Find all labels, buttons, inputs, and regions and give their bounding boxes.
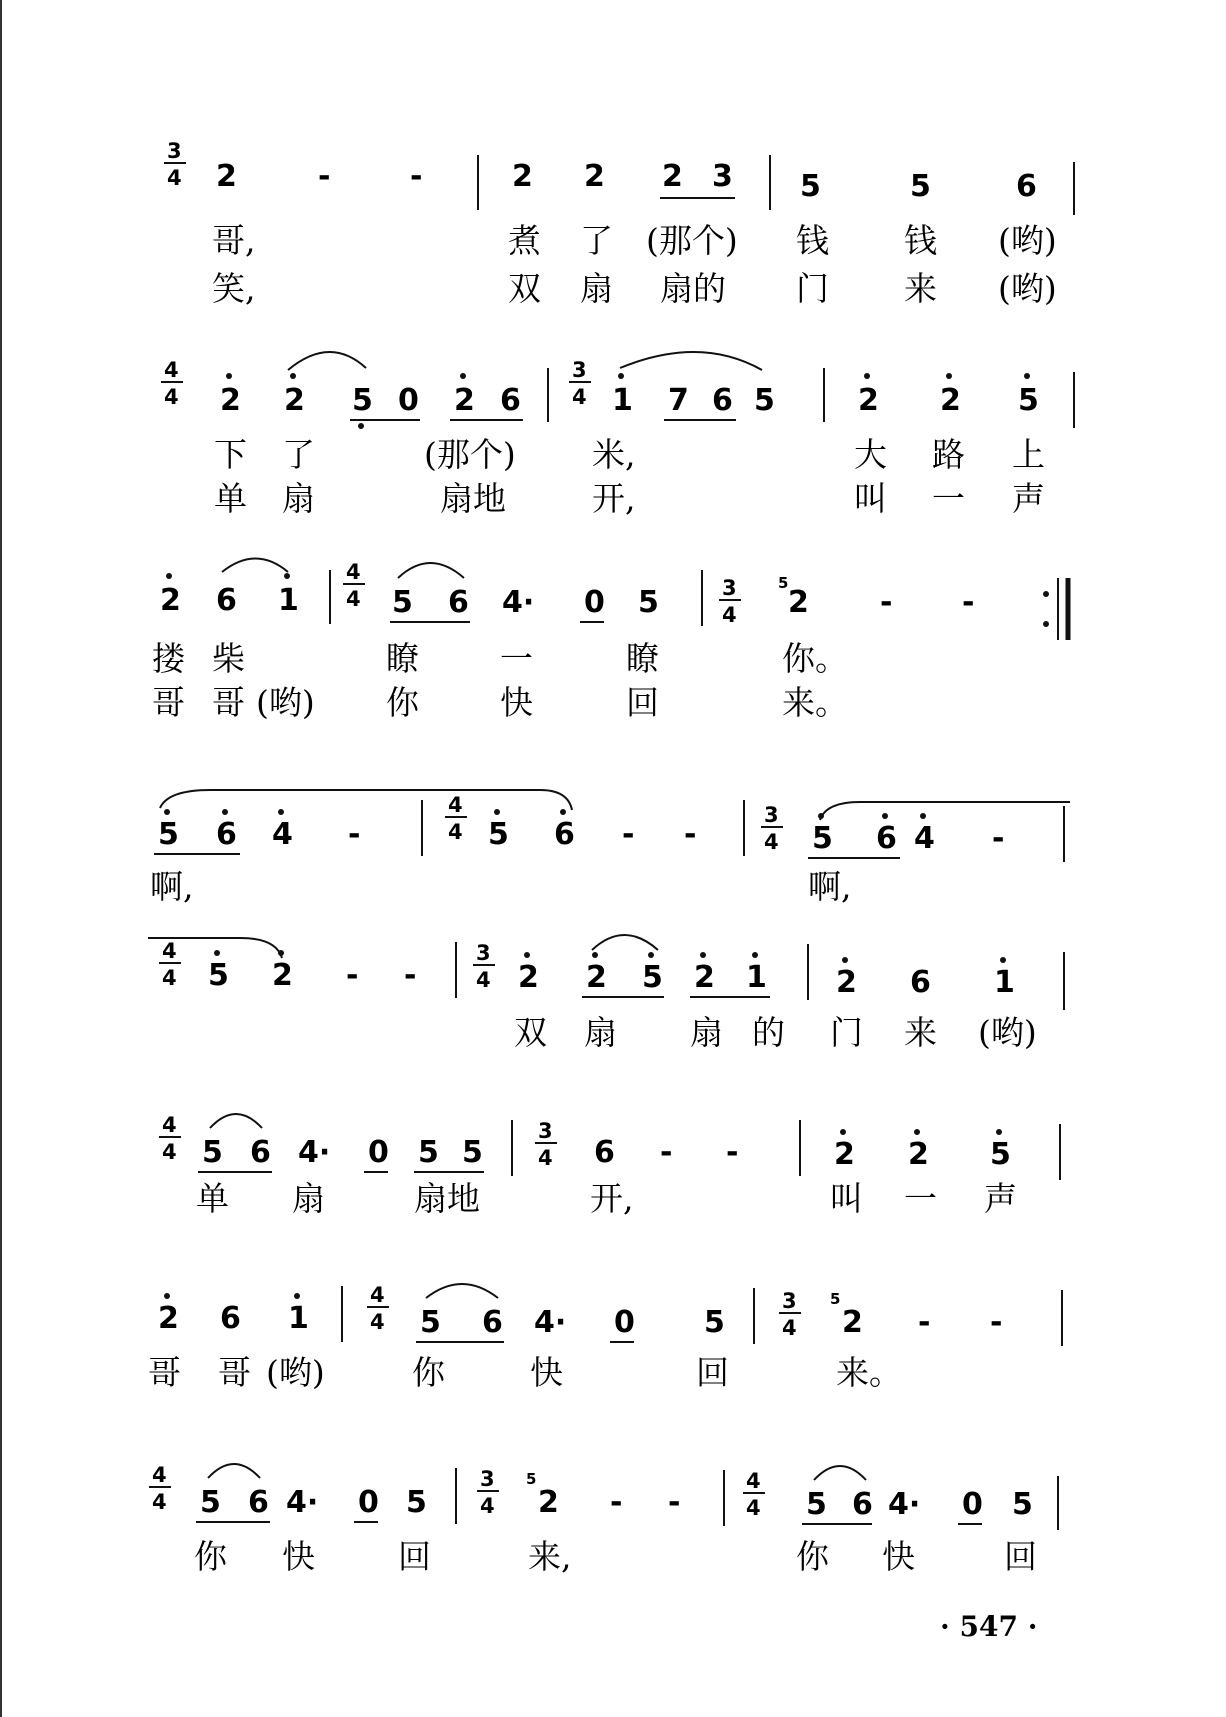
note: 5: [638, 585, 659, 620]
time-signature-4-4: [367, 1283, 389, 1334]
high-dot: [290, 373, 296, 379]
lyric: 回: [696, 1353, 729, 1392]
note: 2: [584, 159, 605, 194]
high-dot: [166, 573, 172, 579]
dash: -: [318, 159, 331, 194]
dash: -: [962, 585, 975, 620]
grace-note: 5: [778, 574, 789, 592]
high-dot: [226, 373, 232, 379]
lyric: 叫: [854, 479, 887, 518]
dash: -: [992, 821, 1005, 856]
note: 2: [454, 383, 475, 418]
note: 6: [448, 585, 469, 620]
lyric: 哥: [218, 1353, 251, 1392]
repeat-end-barline: [1043, 578, 1068, 640]
lyric: (哟): [256, 683, 315, 722]
note: 2: [160, 583, 181, 618]
lyric: 一: [904, 1179, 937, 1218]
lyric: 你。: [782, 639, 848, 678]
svg-text:4: 4: [448, 820, 463, 844]
dash: -: [660, 1135, 673, 1170]
high-dot: [842, 957, 848, 963]
note: 5: [200, 1485, 221, 1520]
lyric: 哥: [148, 1353, 181, 1392]
time-signature-4-4: [161, 358, 183, 409]
lyric: 双: [508, 269, 541, 308]
lyric: 扇地: [440, 479, 506, 518]
lyric: 瞭: [386, 639, 419, 678]
lyric: 钱: [904, 221, 937, 260]
note: 2: [216, 159, 237, 194]
lyric: 双: [514, 1013, 547, 1052]
system-3: [152, 559, 1068, 723]
lyric: 的: [752, 1013, 785, 1052]
note: 5: [812, 821, 833, 856]
svg-text:3: 3: [782, 1289, 797, 1313]
note: 5: [202, 1135, 223, 1170]
note: 6: [500, 383, 521, 418]
note: 5: [990, 1137, 1011, 1172]
high-dot: [222, 809, 228, 815]
note: 5: [642, 960, 663, 995]
note: 0: [614, 1305, 635, 1340]
note: 5: [1012, 1487, 1033, 1522]
high-dot: [278, 809, 284, 815]
lyric: (哟): [998, 269, 1057, 308]
svg-text:4: 4: [572, 385, 587, 409]
time-signature-4-4: [743, 1469, 765, 1520]
lyric: 了: [282, 435, 315, 474]
lyric: 扇: [580, 269, 613, 308]
svg-text:4: 4: [162, 939, 177, 963]
svg-text:4: 4: [746, 1496, 761, 1520]
high-dot: [864, 373, 870, 379]
lyric: 回: [1004, 1537, 1037, 1576]
note: 7: [668, 383, 689, 418]
lyric: 一: [500, 639, 533, 678]
high-dot: [700, 952, 706, 958]
note: 5: [806, 1487, 827, 1522]
svg-text:4: 4: [162, 1113, 177, 1137]
slur: [820, 802, 1070, 820]
svg-text:4: 4: [782, 1316, 797, 1340]
slur: [160, 790, 572, 810]
lyric: 回: [398, 1537, 431, 1576]
note: 2: [836, 965, 857, 1000]
high-dot: [996, 1129, 1002, 1135]
note: 5: [910, 169, 931, 204]
slur: [398, 563, 464, 578]
note: 2: [834, 1137, 855, 1172]
dash: -: [684, 817, 697, 852]
note: 0: [368, 1135, 389, 1170]
page-number: · 547 ·: [940, 1610, 1038, 1643]
time-signature-4-4: [445, 793, 467, 844]
time-signature-3-4: [569, 358, 591, 409]
lyric: 你: [412, 1353, 445, 1392]
dash: -: [410, 159, 423, 194]
note: 5: [418, 1135, 439, 1170]
svg-text:4: 4: [164, 385, 179, 409]
note: 2: [272, 958, 293, 993]
svg-text:3: 3: [476, 941, 491, 965]
high-dot: [1024, 373, 1030, 379]
slur: [814, 1466, 866, 1480]
lyric: 米,: [592, 435, 636, 474]
svg-text:4: 4: [370, 1310, 385, 1334]
svg-text:4: 4: [162, 1140, 177, 1164]
lyric: 你: [796, 1537, 829, 1576]
lyric: 来: [904, 1013, 937, 1052]
svg-text:3: 3: [722, 576, 737, 600]
note: 4·: [888, 1487, 921, 1522]
note: 5: [754, 383, 775, 418]
high-dot: [920, 813, 926, 819]
lyric: 钱: [796, 221, 829, 260]
high-dot: [946, 373, 952, 379]
lyric: 下: [214, 435, 247, 474]
note: 4: [272, 817, 293, 852]
time-signature-4-4: [149, 1463, 171, 1514]
lyric: 回: [626, 683, 659, 722]
note: 2: [586, 960, 607, 995]
note: 2: [858, 383, 879, 418]
note: 1: [288, 1301, 309, 1336]
note: 5: [208, 958, 229, 993]
svg-text:4: 4: [370, 1283, 385, 1307]
slur: [222, 559, 288, 573]
note: 5: [392, 585, 413, 620]
svg-text:4: 4: [167, 166, 182, 190]
note: 6: [248, 1485, 269, 1520]
note: 5: [1018, 383, 1039, 418]
note: 4: [914, 821, 935, 856]
dash: -: [346, 958, 359, 993]
svg-text:4: 4: [346, 560, 361, 584]
svg-text:4: 4: [346, 587, 361, 611]
time-signature-3-4: [164, 139, 186, 190]
note: 5: [158, 817, 179, 852]
note: 6: [852, 1487, 873, 1522]
lyric: 单: [196, 1179, 229, 1218]
svg-text:4: 4: [476, 968, 491, 992]
lyric: 开,: [590, 1179, 634, 1218]
note: 2: [158, 1301, 179, 1336]
svg-text:3: 3: [167, 139, 182, 163]
slur: [426, 1284, 498, 1298]
time-signature-3-4: [535, 1119, 557, 1170]
note: 2: [518, 960, 539, 995]
svg-text:4: 4: [722, 603, 737, 627]
system-8: [149, 1463, 1058, 1576]
dash: -: [918, 1305, 931, 1340]
lyric: 门: [796, 269, 829, 308]
lyric: 扇的: [660, 269, 726, 308]
lyric: 哥,: [212, 221, 256, 260]
high-dot: [284, 573, 290, 579]
slur: [210, 1114, 262, 1128]
note: 4·: [534, 1305, 567, 1340]
lyric: (哟): [978, 1013, 1037, 1052]
high-dot: [460, 373, 466, 379]
time-signature-3-4: [761, 803, 783, 854]
lyric: 哥: [212, 683, 245, 722]
svg-text:4: 4: [746, 1469, 761, 1493]
grace-note: 5: [830, 1290, 841, 1308]
high-dot: [560, 809, 566, 815]
svg-text:4: 4: [448, 793, 463, 817]
note: 2: [940, 383, 961, 418]
note: 4·: [502, 585, 535, 620]
lyric: 来。: [836, 1353, 902, 1392]
system-1: [164, 139, 1074, 308]
note: 5: [704, 1305, 725, 1340]
note: 5: [352, 383, 373, 418]
note: 1: [994, 965, 1015, 1000]
high-dot: [618, 373, 624, 379]
lyric: 哥: [152, 683, 185, 722]
dash: -: [990, 1305, 1003, 1340]
lyric: 煮: [508, 221, 541, 260]
note: 2: [284, 383, 305, 418]
note: 0: [584, 585, 605, 620]
note: 6: [1016, 169, 1037, 204]
lyric: 来: [904, 269, 937, 308]
system-7: [148, 1283, 1062, 1392]
lyric: (哟): [266, 1353, 325, 1392]
lyric: 啊,: [808, 867, 852, 906]
dash: -: [622, 817, 635, 852]
high-dot: [882, 813, 888, 819]
lyric: 快: [882, 1537, 915, 1576]
lyric: 快: [282, 1537, 315, 1576]
note: 5: [406, 1485, 427, 1520]
high-dot: [818, 813, 824, 819]
note: 4·: [298, 1135, 331, 1170]
high-dot: [592, 952, 598, 958]
note: 6: [482, 1305, 503, 1340]
lyric: 扇: [690, 1013, 723, 1052]
svg-text:3: 3: [572, 358, 587, 382]
svg-text:3: 3: [480, 1467, 495, 1491]
note: 0: [962, 1487, 983, 1522]
svg-text:4: 4: [538, 1146, 553, 1170]
lyric: 扇: [584, 1013, 617, 1052]
system-5: [148, 935, 1064, 1052]
slur: [620, 352, 762, 370]
note: 2: [220, 383, 241, 418]
lyric: 一: [932, 479, 965, 518]
lyric: 路: [932, 435, 965, 474]
lyric: 快: [500, 683, 533, 722]
lyric: 大: [854, 435, 887, 474]
lyric: 快: [530, 1353, 563, 1392]
svg-text:3: 3: [764, 803, 779, 827]
note: 5: [420, 1305, 441, 1340]
svg-text:4: 4: [162, 966, 177, 990]
high-dot: [494, 809, 500, 815]
time-signature-3-4: [477, 1467, 499, 1518]
dash: -: [668, 1485, 681, 1520]
lyric: 扇: [292, 1179, 325, 1218]
note: 5: [488, 817, 509, 852]
note: 2: [908, 1137, 929, 1172]
note: 6: [594, 1135, 615, 1170]
svg-text:4: 4: [480, 1494, 495, 1518]
slur: [592, 935, 658, 950]
note: 3: [712, 159, 733, 194]
lyric: 你: [386, 683, 419, 722]
high-dot: [164, 1293, 170, 1299]
lyric: 来。: [782, 683, 848, 722]
high-dot: [278, 950, 284, 956]
lyric: 叫: [830, 1179, 863, 1218]
note: 1: [278, 583, 299, 618]
dash: -: [404, 958, 417, 993]
lyric: 声: [984, 1179, 1017, 1218]
note: 6: [216, 817, 237, 852]
note: 6: [250, 1135, 271, 1170]
note: 4·: [286, 1485, 319, 1520]
note: 5: [462, 1135, 483, 1170]
system-2: [161, 352, 1074, 518]
lyric: 声: [1012, 479, 1045, 518]
lyric: 柴: [212, 639, 245, 678]
note: 6: [712, 383, 733, 418]
time-signature-3-4: [779, 1289, 801, 1340]
slur: [288, 352, 366, 370]
high-dot: [752, 952, 758, 958]
note: 6: [876, 821, 897, 856]
lyric: 扇地: [414, 1179, 480, 1218]
lyric: 门: [830, 1013, 863, 1052]
svg-text:4: 4: [764, 830, 779, 854]
lyric: 了: [580, 221, 613, 260]
note: 6: [910, 965, 931, 1000]
svg-text:3: 3: [538, 1119, 553, 1143]
high-dot: [1000, 957, 1006, 963]
lyric: 单: [214, 479, 247, 518]
note: 5: [800, 169, 821, 204]
grace-note: 5: [526, 1470, 537, 1488]
high-dot: [214, 950, 220, 956]
lyric: 你: [194, 1537, 227, 1576]
note: 1: [746, 960, 767, 995]
lyric: (那个): [646, 221, 738, 260]
high-dot: [164, 809, 170, 815]
lyric: 开,: [592, 479, 636, 518]
lyric: (哟): [998, 221, 1057, 260]
time-signature-3-4: [473, 941, 495, 992]
time-signature-3-4: [719, 576, 741, 627]
dash: -: [880, 585, 893, 620]
svg-text:4: 4: [164, 358, 179, 382]
svg-text:4: 4: [152, 1463, 167, 1487]
slur: [208, 1464, 260, 1478]
lyric: 啊,: [150, 867, 194, 906]
high-dot: [914, 1129, 920, 1135]
low-dot: [358, 423, 364, 429]
note: 0: [358, 1485, 379, 1520]
dash: -: [610, 1485, 623, 1520]
note: 2: [512, 159, 533, 194]
note: 2: [694, 960, 715, 995]
time-signature-4-4: [159, 1113, 181, 1164]
note: 6: [216, 583, 237, 618]
system-6: [159, 1113, 1060, 1218]
lyric: 笑,: [212, 269, 256, 308]
dash: -: [348, 817, 361, 852]
lyric: 搂: [152, 639, 185, 678]
lyric: 上: [1012, 435, 1045, 474]
high-dot: [294, 1293, 300, 1299]
high-dot: [840, 1129, 846, 1135]
system-4: [150, 790, 1070, 906]
lyric: 扇: [282, 479, 315, 518]
note: 6: [554, 817, 575, 852]
note: 0: [398, 383, 419, 418]
note: 2: [788, 585, 809, 620]
note: 6: [220, 1301, 241, 1336]
note: 2: [842, 1305, 863, 1340]
high-dot: [524, 952, 530, 958]
lyric: 来,: [528, 1537, 572, 1576]
note: 2: [538, 1485, 559, 1520]
lyric: (那个): [424, 435, 516, 474]
dash: -: [726, 1135, 739, 1170]
note: 2: [662, 159, 683, 194]
time-signature-4-4: [159, 939, 181, 990]
lyric: 瞭: [626, 639, 659, 678]
svg-text:4: 4: [152, 1490, 167, 1514]
time-signature-4-4: [343, 560, 365, 611]
note: 1: [612, 383, 633, 418]
high-dot: [648, 952, 654, 958]
